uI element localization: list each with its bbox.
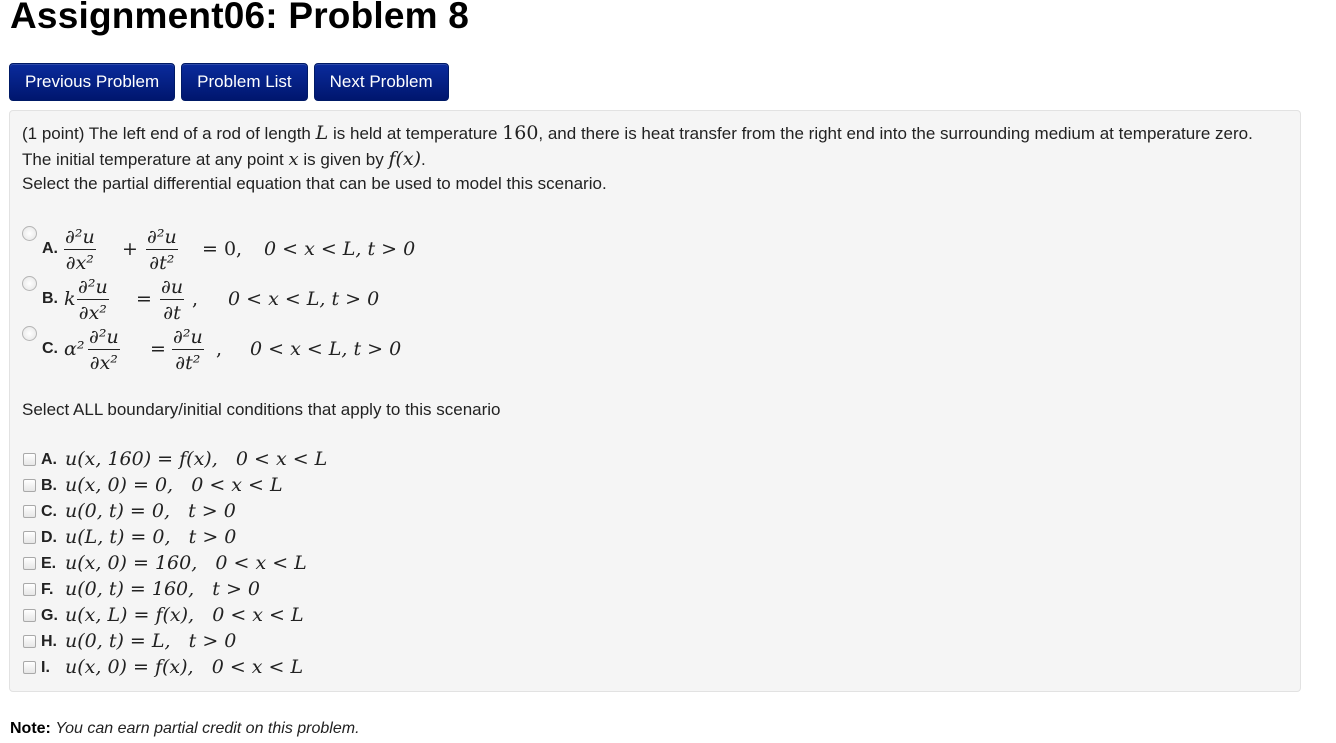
condition-d-checkbox[interactable] (23, 531, 36, 544)
condition-c-expression: u(0, t) = 0, t > 0 (65, 500, 236, 522)
pde-option-c-radio[interactable] (22, 326, 37, 341)
problem-statement-line-2 (22, 148, 426, 170)
pde-option-b-domain: 0 < x < L, t > 0 (228, 288, 380, 310)
condition-f-expression: u(0, t) = 160, t > 0 (65, 578, 261, 600)
condition-e-checkbox[interactable] (23, 557, 36, 570)
condition-d-label: D. (41, 529, 57, 546)
pde-option-c[interactable] (22, 326, 442, 376)
condition-e-label: E. (41, 555, 57, 572)
condition-b-label: B. (41, 477, 57, 494)
equals-sign: = (136, 288, 152, 310)
math-temperature: 160 (502, 122, 539, 144)
comma: , (216, 338, 223, 360)
condition-a-label: A. (41, 451, 57, 468)
equals-sign: = (150, 338, 166, 360)
previous-problem-button[interactable]: Previous Problem (9, 63, 175, 101)
math-fx: f(x) (388, 148, 422, 170)
condition-i-expression: u(x, 0) = f(x), 0 < x < L (65, 656, 304, 678)
next-problem-button[interactable]: Next Problem (314, 63, 449, 101)
coefficient-alpha-squared: α² (64, 338, 85, 360)
comma: , (192, 288, 199, 310)
condition-i-label: I. (41, 659, 50, 676)
pde-option-a[interactable] (22, 226, 442, 276)
condition-h-checkbox[interactable] (23, 635, 36, 648)
problem-text-initial: The initial temperature at any point (22, 150, 284, 169)
fraction-d2u-dx2: ∂²u ∂x² (78, 276, 108, 324)
fraction-d2u-dt2: ∂²u ∂t² (147, 226, 177, 274)
problem-body (9, 110, 1301, 692)
condition-f-label: F. (41, 581, 54, 598)
condition-g-expression: u(x, L) = f(x), 0 < x < L (65, 604, 304, 626)
pde-option-c-domain: 0 < x < L, t > 0 (250, 338, 402, 360)
pde-option-a-label: A. (42, 240, 58, 257)
pde-option-b[interactable] (22, 276, 442, 326)
equals-zero: = 0, (202, 238, 243, 260)
note-text: You can earn partial credit on this problem. (55, 720, 360, 737)
condition-h-expression: u(0, t) = L, t > 0 (65, 630, 237, 652)
problem-text-held: is held at temperature (332, 124, 498, 143)
problem-list-button[interactable]: Problem List (181, 63, 307, 101)
problem-text-period: . (421, 150, 426, 169)
fraction-d2u-dt2: ∂²u ∂t² (173, 326, 203, 374)
condition-g-label: G. (41, 607, 58, 624)
pde-option-b-label: B. (42, 290, 58, 307)
partial-credit-note (10, 720, 360, 738)
condition-c-label: C. (41, 503, 57, 520)
fraction-d2u-dx2: ∂²u ∂x² (89, 326, 119, 374)
pde-prompt: Select the partial differential equation that can be used to model this scenario. (22, 174, 607, 193)
problem-navigation (9, 63, 449, 101)
coefficient-k: k (64, 288, 76, 310)
condition-b-checkbox[interactable] (23, 479, 36, 492)
condition-a-checkbox[interactable] (23, 453, 36, 466)
pde-option-b-radio[interactable] (22, 276, 37, 291)
page-title: Assignment06: Problem 8 (10, 0, 470, 36)
condition-g-checkbox[interactable] (23, 609, 36, 622)
condition-f-checkbox[interactable] (23, 583, 36, 596)
problem-text-intro: (1 point) The left end of a rod of length (22, 124, 311, 143)
condition-i-checkbox[interactable] (23, 661, 36, 674)
pde-option-a-radio[interactable] (22, 226, 37, 241)
condition-a-expression: u(x, 160) = f(x), 0 < x < L (65, 448, 328, 470)
problem-text-heat-transfer: , and there is heat transfer from the right end into the surrounding medium at temperature zero. (538, 124, 1253, 143)
problem-text-given-by: is given by (303, 150, 384, 169)
fraction-d2u-dx2: ∂²u ∂x² (65, 226, 95, 274)
problem-statement-line-1 (22, 122, 1253, 144)
plus-sign: + (122, 238, 138, 260)
pde-option-a-domain: 0 < x < L, t > 0 (264, 238, 416, 260)
note-label: Note: (10, 720, 51, 737)
conditions-prompt: Select ALL boundary/initial conditions that apply to this scenario (22, 400, 501, 419)
math-length-L: L (315, 122, 329, 144)
math-x: x (288, 149, 299, 170)
condition-d-expression: u(L, t) = 0, t > 0 (65, 526, 237, 548)
condition-h-label: H. (41, 633, 57, 650)
fraction-du-dt: ∂u ∂t (161, 276, 184, 324)
pde-option-c-label: C. (42, 340, 58, 357)
condition-c-checkbox[interactable] (23, 505, 36, 518)
condition-b-expression: u(x, 0) = 0, 0 < x < L (65, 474, 283, 496)
condition-e-expression: u(x, 0) = 160, 0 < x < L (65, 552, 307, 574)
